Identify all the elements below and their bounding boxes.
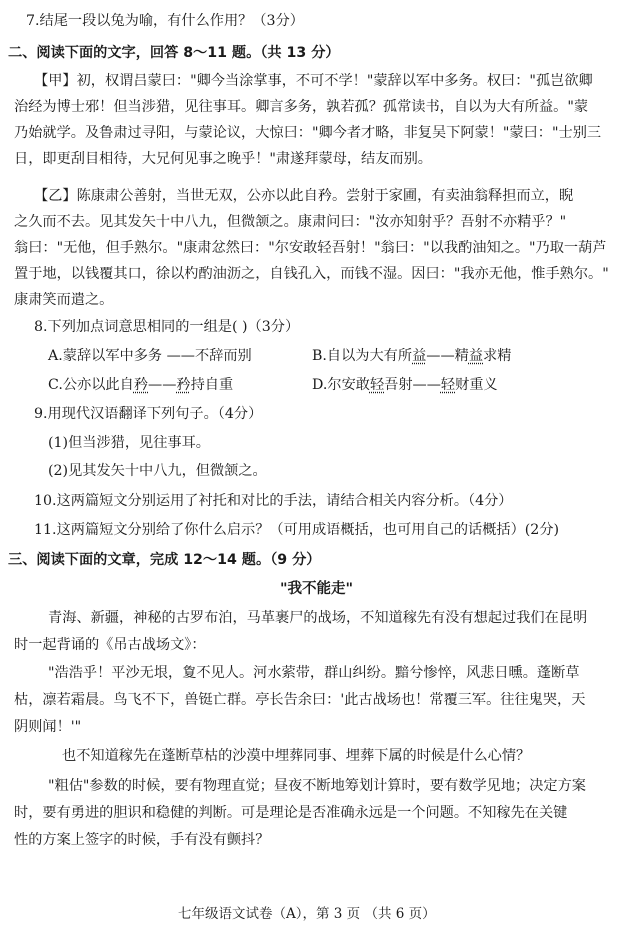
option-d-dotted-word: 轻 — [369, 377, 385, 393]
option-c-dotted-word: 矜 — [133, 377, 149, 393]
article-line: 时一起背诵的《吊古战场文》： — [14, 637, 206, 653]
question-7: 7.结尾一段以兔为喻，有什么作用？（3分） — [26, 13, 304, 29]
option-b-dotted-word: 益 — [468, 348, 484, 364]
option-a-post: 不辞而别 — [194, 348, 252, 364]
page-footer: 七年级语文试卷（A），第 3 页 （共 6 页） — [178, 906, 436, 922]
section-3-heading: 三、阅读下面的文章，完成 12～14 题。（9 分） — [8, 552, 321, 568]
option-d-pre: D.尔安敢 — [312, 377, 370, 393]
option-a — [48, 347, 252, 365]
article-line: 性的方案上签字的时候，手有没有颤抖？ — [14, 832, 270, 848]
question-9: 9.用现代汉语翻译下列句子。（4分） — [34, 406, 263, 422]
passage-line: 【乙】陈康肃公善射，当世无双，公亦以此自矜。尝射于家圃，有卖油翁释担而立，睨 — [34, 188, 574, 204]
passage-line: 治经为博士邪！但当涉猎，见往事耳。卿言多务，孰若孤？孤常读书，自以为大有所益。"蒙 — [14, 99, 589, 115]
option-b-dotted-word: 益 — [412, 348, 427, 364]
passage-line: 【甲】初，权谓吕蒙曰："卿今当涂掌事，不可不学！"蒙辞以军中多务。权曰："孤岂欲卿 — [34, 73, 593, 89]
option-c-pre: C.公亦以此自 — [48, 377, 134, 393]
article-line: 青海、新疆，神秘的古罗布泊，马革裹尸的战场，不知道稼先有没有想起过我们在昆明 — [48, 610, 588, 626]
article-line: 枯，凛若霜晨。鸟飞不下，兽铤亡群。亭长告余曰：'此古战场也！常覆三军。往往鬼哭，天 — [14, 692, 586, 708]
option-b-mid: ——精 — [426, 348, 469, 364]
article-title: "我不能走" — [280, 581, 354, 597]
question-9-2: (2)见其发矢十中八九，但微颔之。 — [48, 463, 267, 479]
option-c — [48, 376, 233, 394]
article-line: 时，要有勇进的胆识和稳健的判断。可是理论是否准确永远是一个问题。不知稼先在关键 — [14, 805, 568, 821]
article-line: "粗估"参数的时候，要有物理直觉；昼夜不断地筹划计算时，要有数学见地；决定方案 — [48, 778, 586, 794]
passage-line: 康肃笑而遣之。 — [14, 292, 114, 308]
question-8: 8.下列加点词意思相同的一组是( )（3分） — [34, 319, 300, 335]
option-b-pre: B.自以为大有所 — [312, 348, 413, 364]
article-line: 阴则闻！'" — [14, 719, 82, 735]
question-9-1: (1)但当涉猎，见往事耳。 — [48, 435, 210, 451]
passage-line: 翁曰："无他，但手熟尔。"康肃忿然曰："尔安敢轻吾射！"翁曰："以我酌油知之。"乃取一葫芦 — [14, 240, 607, 256]
option-b — [312, 347, 511, 365]
option-c-post: 持自重 — [190, 377, 234, 393]
passage-line: 置于地，以钱覆其口，徐以杓酌油沥之，自钱孔入，而钱不湿。因曰："我亦无他，惟手熟尔。" — [14, 266, 609, 282]
section-2-heading: 二、阅读下面的文字，回答 8～11 题。（共 13 分） — [8, 45, 340, 61]
option-d-mid: 吾射—— — [384, 377, 441, 393]
question-10: 10.这两篇短文分别运用了衬托和对比的手法，请结合相关内容分析。（4分） — [34, 493, 513, 509]
option-c-mid: —— — [148, 377, 177, 393]
option-d — [312, 376, 498, 394]
article-line: 也不知道稼先在蓬断草枯的沙漠中埋葬同事、埋葬下属的时候是什么心情？ — [62, 748, 531, 764]
option-b-post: 求精 — [483, 348, 512, 364]
option-c-dotted-word: 矜 — [176, 377, 191, 393]
option-d-post: 财重义 — [455, 377, 498, 393]
option-a-pre: A.蒙辞以军中多务 —— — [48, 348, 195, 364]
question-11: 11.这两篇短文分别给了你什么启示？（可用成语概括，也可用自己的话概括）(2分) — [34, 522, 560, 538]
article-line: "浩浩乎！平沙无垠，夐不见人。河水萦带，群山纠纷。黯兮惨悴，风悲日曛。蓬断草 — [48, 665, 580, 681]
passage-line: 日，即更刮目相待，大兄何见事之晚乎！"肃遂拜蒙母，结友而别。 — [14, 151, 432, 167]
passage-line: 乃始就学。及鲁肃过寻阳，与蒙论议，大惊曰："卿今者才略，非复吴下阿蒙！"蒙曰："士别三 — [14, 125, 602, 141]
option-d-dotted-word: 轻 — [440, 377, 456, 393]
passage-line: 之久而不去。见其发矢十中八九，但微颔之。康肃问曰："汝亦知射乎？吾射不亦精乎？" — [14, 214, 567, 230]
